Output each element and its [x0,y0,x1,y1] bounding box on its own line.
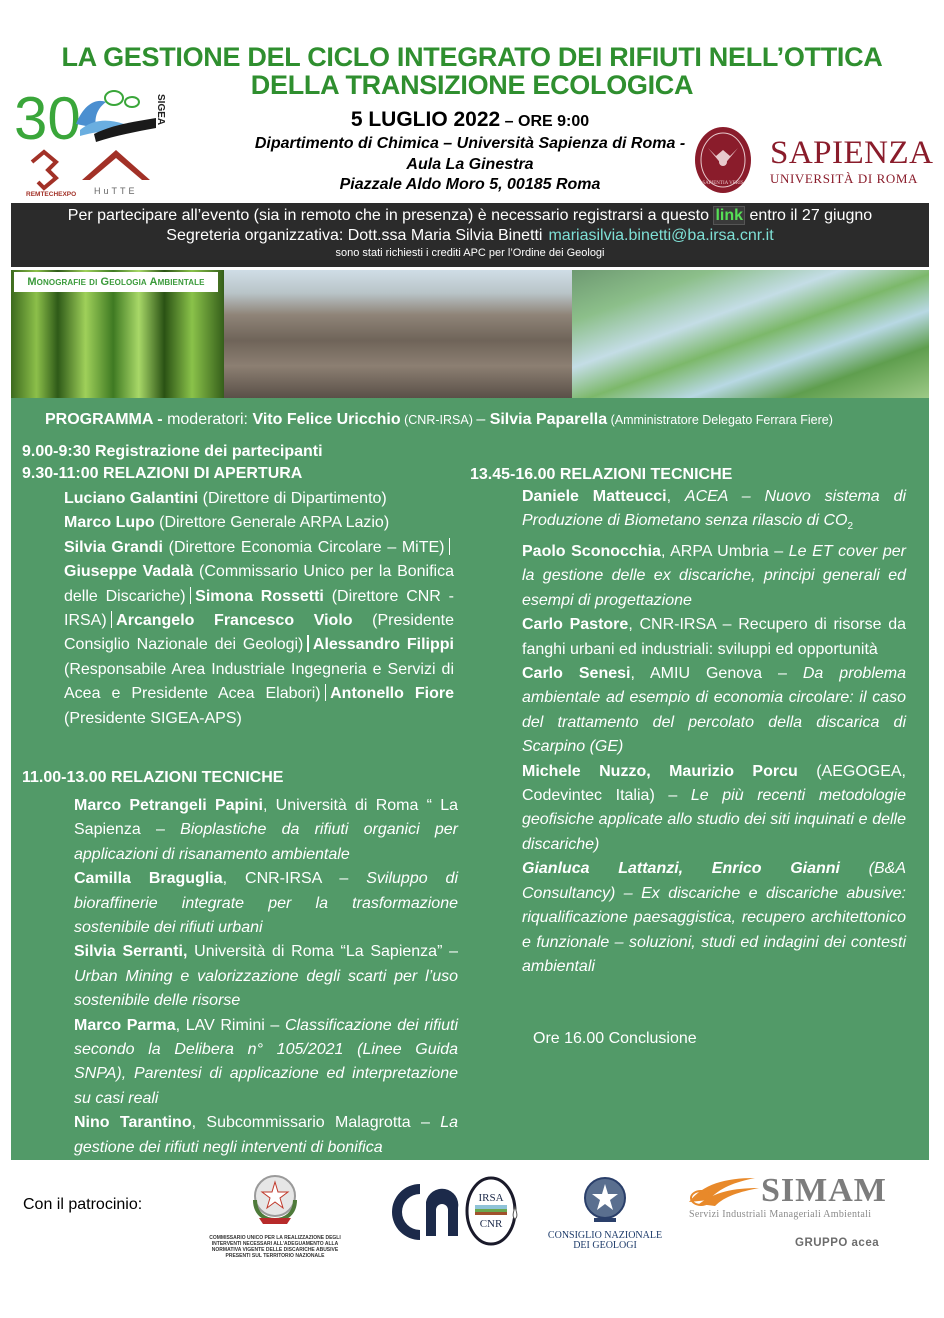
time-text: – ORE 9:00 [500,113,590,130]
leaf-icon-2 [125,97,139,107]
speaker-role: (Commissario Unico per la Bonifica delle Discariche) [64,563,454,605]
event-venue [210,134,730,196]
speaker-affiliation: , CNR-IRSA – Recupero di risorse da fanghi urbani ed industriali: sviluppi ed opportunità [522,616,906,658]
moderators-label: moderatori: [162,411,253,428]
venue-line-1: Dipartimento di Chimica – Università Sapienza di Roma - [254,135,686,152]
event-date [220,108,720,132]
speaker-name: Daniele Matteucci [522,488,667,505]
talk-topic: Da problema ambientale ad esempio di economia circolare: il caso del trattamento del percolato della discarica di Scarpino (GE) [522,665,907,756]
opening-session-title: 9.30-11:00 RELAZIONI DI APERTURA [22,465,303,482]
sigea-30-logo [14,84,166,152]
moderator-1-name: Vito Felice Uricchio [252,411,401,428]
river-wetland-photo [572,270,929,398]
simam-subtitle: Servizi Industriali Manageriali Ambientali [689,1209,872,1220]
talk-entry [74,794,458,867]
moderator-separator: – [476,411,490,428]
speaker-affiliation: , Subcommissario Malagrotta – [191,1114,441,1132]
subscript-2: 2 [847,521,854,533]
speaker-affiliation: Università di Roma “La Sapienza” – [187,943,458,961]
speaker-entry [64,511,454,535]
talk-entry [522,485,906,540]
date-text: 5 LUGLIO 2022 [350,108,501,131]
speaker-name: Giuseppe Vadalà [64,563,194,581]
remtech-text: REMTECHEXPO [26,191,77,198]
italian-emblem-icon [245,1170,305,1228]
simam-swoosh-icon [685,1174,763,1208]
speaker-role: (Responsabile Area Industriale Ingegneria e Servizi di Acea e Presidente Acea Elabori) [64,660,454,703]
sapienza-name: SAPIENZA [770,135,934,171]
speaker-name: Nino Tarantino [74,1114,192,1132]
speaker-name: Silvia Serranti, [74,943,188,961]
separator-bar [190,587,192,604]
registration-line [11,207,929,225]
program-label: PROGRAMMA - [45,411,163,428]
commissario-unico-logo [205,1170,345,1259]
cnr-logo [380,1172,460,1252]
speaker-name: Camilla Braguglia [74,870,223,888]
roof-shape [82,150,150,180]
talk-entry [522,662,906,760]
separator-bar [449,538,451,555]
talk-topic: La gestione dei rifiuti negli interventi di bonifica [74,1114,458,1156]
speaker-entry [64,536,454,731]
talk-topic: Bioplastiche da rifiuti organici per applicazioni di risanamento ambientale [74,821,458,863]
seal-motto: SAPIENTIA VERIS [702,181,744,186]
speaker-name: Carlo Pastore [522,616,629,634]
speaker-name: Michele Nuzzo, Maurizio Porcu [522,762,798,780]
speaker-affiliation: , [666,488,685,505]
speaker-name: Antonello Fiore [330,685,454,703]
speaker-role: (Direttore di Dipartimento) [198,490,387,507]
speaker-name: Carlo Senesi [522,665,631,683]
speaker-role: (Direttore Generale ARPA Lazio) [154,514,390,532]
cng-emblem-icon [580,1172,630,1226]
morning-talks [74,794,458,1160]
speaker-affiliation: , CNR-IRSA – [222,870,367,888]
secretariat-text: Segreteria organizzativa: Dott.ssa Maria Silvia Binetti [166,227,543,244]
registration-link[interactable]: link [715,207,743,224]
moderator-2-name: Silvia Paparella [489,411,608,428]
speaker-affiliation: , LAV Rimini – [175,1016,285,1034]
morning-session-title: 11.00-13.00 RELAZIONI TECNICHE [22,769,284,786]
talk-entry [522,613,906,662]
credits-note: sono stati richiesti i crediti APC per l’Ordine dei Geologi [335,247,605,259]
sapienza-logo [770,135,934,187]
program-section [11,398,929,1160]
talk-entry [522,540,906,613]
speaker-name: Arcangelo Francesco Violo [116,612,353,630]
photo-strip [11,270,929,398]
secretariat-line [11,227,929,245]
speaker-entry [64,487,454,511]
talk-entry [74,1014,458,1112]
talk-entry [522,760,906,858]
afternoon-session-title: 13.45-16.00 RELAZIONI TECNICHE [470,466,733,483]
talk-entry [522,857,906,979]
speaker-name: Silvia Grandi [64,538,163,556]
registration-banner [11,203,929,267]
venue-line-3: Piazzale Aldo Moro 5, 00185 Roma [339,176,601,193]
conclusion: Ore 16.00 Conclusione [533,1030,697,1047]
talk-topic: Sviluppo di bioraffinerie integrate per la trasformazione sostenibile dei rifiuti urbani [74,870,458,937]
simam-name: SIMAM [761,1172,887,1209]
irsa-text: IRSA [478,1192,504,1204]
separator-bar [325,684,327,701]
speaker-name: Alessandro Filippi [312,636,454,654]
opening-speakers [64,487,454,731]
speaker-name: Simona Rossetti [195,587,324,605]
speaker-affiliation: (AEGOGEA, Codevintec Italia) – [522,762,906,805]
cnr-text: CNR [479,1218,503,1230]
deadline-text: entro il 27 giugno [745,207,873,224]
talk-entry [74,940,458,1013]
talk-entry [74,1111,458,1160]
moderator-2-affiliation: (Amministratore Delegato Ferrara Fiere) [607,413,833,427]
talk-topic: Le ET cover per la gestione delle ex discariche, principi generali ed esempi di progettazione [522,543,907,609]
speaker-role: (Direttore Economia Circolare – MiTE) [163,538,445,556]
sapienza-subtitle: UNIVERSITÀ DI ROMA [770,171,919,186]
separator-bar [307,635,309,652]
cng-line-1: CONSIGLIO NAZIONALE [547,1230,663,1241]
talk-topic: Urban Mining e valorizzazione degli scarti per l’uso sostenibile delle risorse [74,967,458,1010]
simam-logo [685,1172,905,1252]
hutte-text: HuTTE [94,186,138,196]
gruppo-acea: GRUPPO acea [795,1237,880,1249]
separator-bar [111,611,113,628]
speaker-role: (Presidente Consiglio Nazionale dei Geologi) [64,612,454,654]
program-heading [45,411,833,429]
speaker-affiliation: , Università di Roma “ La Sapienza – [74,797,458,839]
sapienza-seal-logo [694,126,752,194]
consiglio-nazionale-geologi-logo [540,1172,670,1252]
speaker-name: Marco Parma [74,1016,176,1034]
speaker-role: (Presidente SIGEA-APS) [64,709,242,727]
remtech-logo [26,148,78,198]
speaker-name: Marco Lupo [64,514,155,532]
remtech-mark [32,152,56,188]
speaker-name: Paolo Sconocchia [522,543,661,560]
afternoon-talks [522,485,906,979]
hutte-logo [80,148,154,198]
patronage-label: Con il patrocinio: [23,1196,143,1213]
cng-line-2: DEI GEOLOGI [573,1240,637,1251]
venue-line-2: Aula La Ginestra [406,155,534,173]
sigea-30-number: 30 [14,85,81,152]
leaf-icon [105,91,123,105]
talk-topic: (B&A Consultancy) – Ex discariche e discariche abusive: riqualificazione paesaggistica, recupero architettonico e funzionale – soluzioni, studi ed indagini dei contesti ambientali [522,860,906,975]
talk-topic: Classificazione dei rifiuti secondo la Delibera n° 105/2021 (Linee Guida SNPA), Parentesi di applicazione ed interpretazione su casi reali [74,1016,458,1107]
talk-topic: ACEA – Nuovo sistema di Produzione di Biometano senza rilascio di CO [522,488,907,530]
talk-entry [74,867,458,940]
speaker-name: Luciano Galantini [64,490,199,507]
landfill-birds-photo [224,270,572,398]
speaker-name: Gianluca Lattanzi, Enrico Gianni [522,860,840,878]
speaker-role: (Direttore CNR - IRSA) [64,587,454,630]
registration-text: Per partecipare all’evento (sia in remoto che in presenza) è necessario registrarsi a questo [67,207,714,224]
commissario-text: COMMISSARIO UNICO PER LA REALIZZAZIONE DEGLI INTERVENTI NECESSARI ALL’ADEGUAMENTO ALLA NORMATIVA VIGENTE DELLE DISCARICHE ABUSIVE PRESENTI SUL TERRITORIO NAZIONALE [209,1235,341,1259]
title-line-2: DELLA TRANSIZIONE ECOLOGICA [250,70,694,100]
sigea-text: SIGEA [155,94,166,126]
speaker-name: Marco Petrangeli Papini [74,797,263,814]
secretariat-email-link[interactable]: mariasilvia.binetti@ba.irsa.cnr.it [548,227,774,244]
moderator-1-affiliation: (CNR-IRSA) [400,413,477,427]
forest-photo [11,270,224,398]
speaker-affiliation: , ARPA Umbria – [660,543,789,560]
irsa-cnr-logo [465,1175,520,1247]
speaker-affiliation: , AMIU Genova – [630,665,803,683]
title-line-1: LA GESTIONE DEL CICLO INTEGRATO DEI RIFIUTI NELL’OTTICA [61,42,883,72]
registration-slot: 9.00-9:30 Registrazione dei partecipanti [22,443,323,460]
monografie-label: Monografie di Geologia Ambientale [14,272,218,292]
talk-topic: Le più recenti metodologie geofisiche applicate allo studio dei siti inquinati e delle discariche) [522,787,906,853]
